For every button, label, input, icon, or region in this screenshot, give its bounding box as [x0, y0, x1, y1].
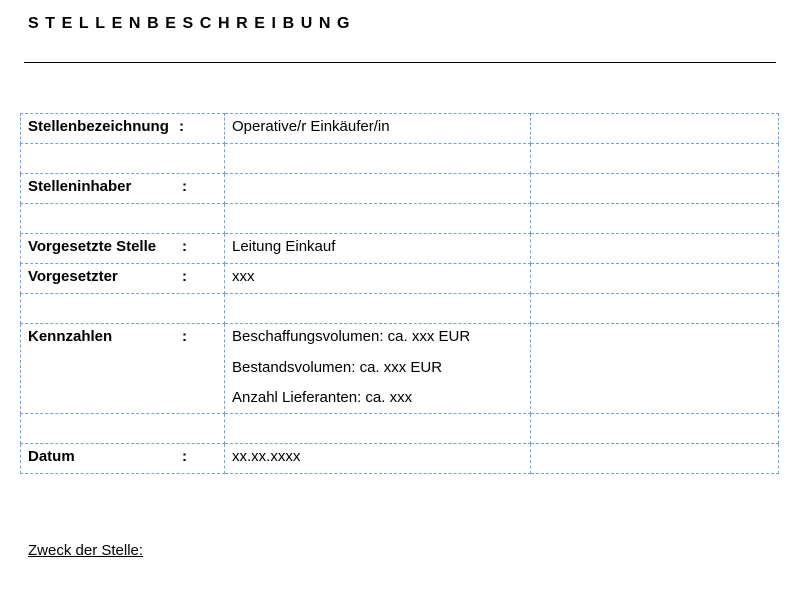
empty-cell: [531, 294, 779, 324]
label-cell: [21, 264, 225, 294]
table-row: [21, 414, 779, 444]
label-cell: [21, 174, 225, 204]
table-row: [21, 444, 779, 474]
purpose-heading: Zweck der Stelle:: [28, 542, 144, 559]
value-cell: [225, 324, 531, 414]
extra-cell: [531, 174, 779, 204]
extra-cell: [531, 114, 779, 144]
key-figures-list: [225, 324, 530, 407]
superior-label: Vorgesetzter: [28, 268, 118, 285]
empty-cell: [225, 204, 531, 234]
colon: :: [182, 268, 187, 285]
title-divider: [24, 62, 776, 63]
label-cell: [21, 234, 225, 264]
colon: :: [182, 328, 187, 345]
table-row: [21, 114, 779, 144]
table-row: [21, 294, 779, 324]
empty-cell: [21, 414, 225, 444]
superior-position-value: Leitung Einkauf: [232, 238, 336, 255]
superior-value: xxx: [232, 268, 255, 285]
superior-position-label: Vorgesetzte Stelle: [28, 238, 157, 255]
value-cell: [225, 114, 531, 144]
value-cell: [225, 174, 531, 204]
date-label: Datum: [28, 448, 75, 465]
date-value: xx.xx.xxxx: [232, 448, 301, 465]
colon: :: [179, 118, 184, 135]
empty-cell: [225, 294, 531, 324]
job-description-table: [20, 113, 779, 474]
extra-cell: [531, 444, 779, 474]
key-figure-supplier-count: Anzahl Lieferanten: ca. xxx: [232, 389, 413, 406]
key-figure-inventory-volume: Bestandsvolumen: ca. xxx EUR: [232, 358, 443, 376]
empty-cell: [21, 204, 225, 234]
value-cell: [225, 444, 531, 474]
label-cell: [21, 444, 225, 474]
empty-cell: [225, 414, 531, 444]
empty-cell: [21, 144, 225, 174]
empty-cell: [531, 204, 779, 234]
colon: :: [182, 448, 187, 465]
value-cell: [225, 264, 531, 294]
colon: :: [182, 178, 187, 195]
position-title-label: Stellenbezeichnung: [28, 118, 169, 135]
empty-cell: [531, 144, 779, 174]
label-cell: [21, 114, 225, 144]
empty-cell: [531, 414, 779, 444]
table-row: [21, 324, 779, 414]
key-figures-label: Kennzahlen: [28, 328, 113, 345]
document-title: STELLENBESCHREIBUNG: [28, 15, 357, 32]
empty-cell: [21, 294, 225, 324]
extra-cell: [531, 324, 779, 414]
empty-cell: [225, 144, 531, 174]
table-row: [21, 174, 779, 204]
colon: :: [182, 238, 187, 255]
table-row: [21, 264, 779, 294]
position-title-value: Operative/r Einkäufer/in: [232, 118, 390, 135]
table-row: [21, 234, 779, 264]
table-row: [21, 204, 779, 234]
holder-value: [225, 174, 530, 178]
label-cell: [21, 324, 225, 414]
holder-label: Stelleninhaber: [28, 178, 132, 195]
table-row: [21, 144, 779, 174]
extra-cell: [531, 234, 779, 264]
extra-cell: [531, 264, 779, 294]
key-figure-procurement-volume: Beschaffungsvolumen: ca. xxx EUR: [232, 328, 471, 345]
value-cell: [225, 234, 531, 264]
